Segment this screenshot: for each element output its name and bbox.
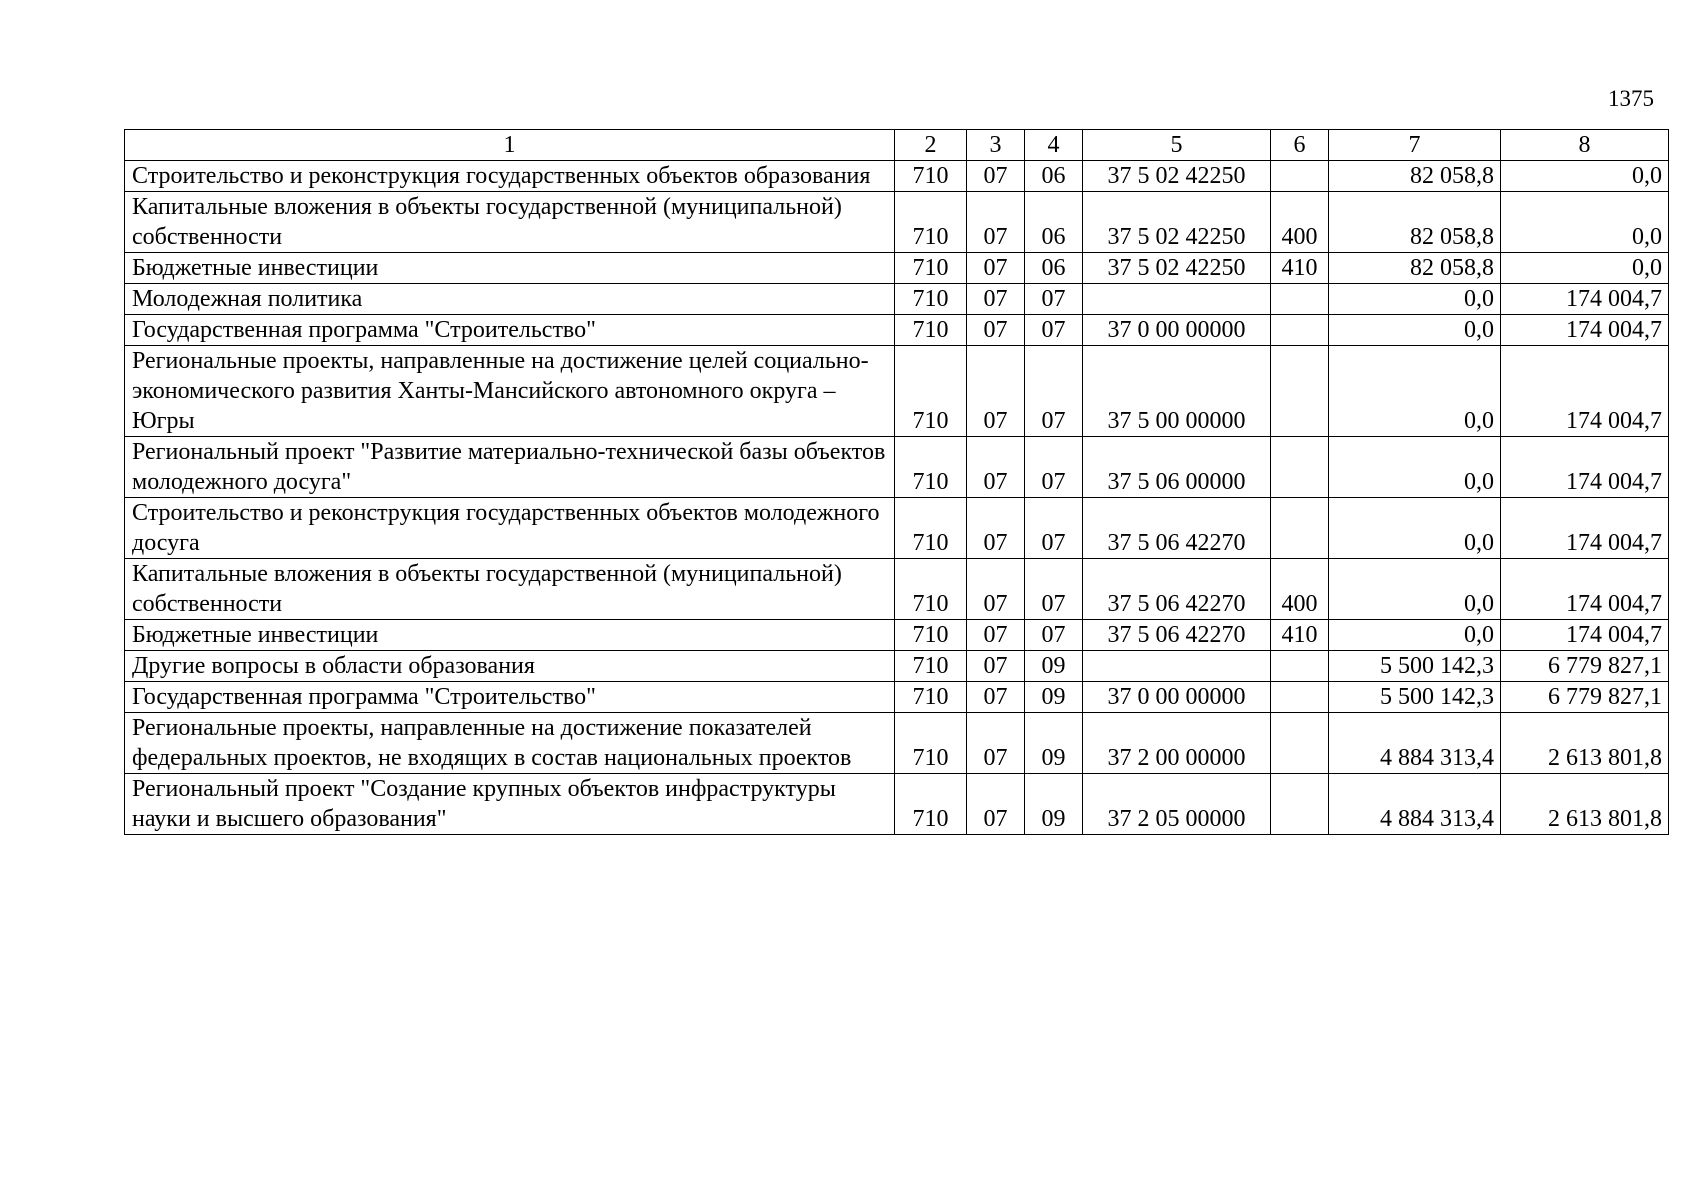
subsection-code-cell: 07	[1025, 437, 1083, 498]
grbs-code-cell: 710	[895, 682, 967, 713]
amount-year-1-cell: 82 058,8	[1329, 253, 1501, 284]
subsection-code-cell: 07	[1025, 498, 1083, 559]
amount-year-2-cell: 2 613 801,8	[1501, 774, 1669, 835]
header-row	[125, 130, 1669, 161]
target-article-cell: 37 5 06 42270	[1083, 559, 1271, 620]
section-code-cell: 07	[967, 437, 1025, 498]
expense-type-cell	[1271, 315, 1329, 346]
target-article-cell	[1083, 651, 1271, 682]
target-article-cell: 37 2 00 00000	[1083, 713, 1271, 774]
expense-type-cell	[1271, 346, 1329, 437]
section-code-cell: 07	[967, 346, 1025, 437]
grbs-code-cell: 710	[895, 713, 967, 774]
section-code-cell: 07	[967, 192, 1025, 253]
subsection-code-cell: 06	[1025, 253, 1083, 284]
expense-type-cell	[1271, 284, 1329, 315]
grbs-code-cell: 710	[895, 437, 967, 498]
amount-year-1-cell: 4 884 313,4	[1329, 774, 1501, 835]
amount-year-1-cell: 0,0	[1329, 437, 1501, 498]
amount-year-1-cell: 0,0	[1329, 559, 1501, 620]
section-code-cell: 07	[967, 253, 1025, 284]
amount-year-2-cell: 174 004,7	[1501, 346, 1669, 437]
amount-year-1-cell: 5 500 142,3	[1329, 682, 1501, 713]
target-article-cell: 37 5 06 42270	[1083, 498, 1271, 559]
expense-type-cell	[1271, 774, 1329, 835]
table-body	[125, 130, 1669, 835]
grbs-code-cell: 710	[895, 284, 967, 315]
section-code-cell: 07	[967, 682, 1025, 713]
row-name-cell: Молодежная политика	[125, 284, 895, 315]
amount-year-2-cell: 0,0	[1501, 192, 1669, 253]
row-name-cell: Капитальные вложения в объекты государственной (муниципальной) собственности	[125, 192, 895, 253]
amount-year-2-cell: 174 004,7	[1501, 437, 1669, 498]
row-name-cell: Строительство и реконструкция государственных объектов молодежного досуга	[125, 498, 895, 559]
table-row	[125, 559, 1669, 620]
grbs-code-cell: 710	[895, 346, 967, 437]
grbs-code-cell: 710	[895, 774, 967, 835]
grbs-code-cell: 710	[895, 559, 967, 620]
target-article-cell: 37 5 06 42270	[1083, 620, 1271, 651]
grbs-code-cell: 710	[895, 315, 967, 346]
expense-type-cell: 410	[1271, 253, 1329, 284]
expense-type-cell: 400	[1271, 192, 1329, 253]
row-name-cell: Бюджетные инвестиции	[125, 253, 895, 284]
table-row	[125, 284, 1669, 315]
target-article-cell: 37 0 00 00000	[1083, 315, 1271, 346]
target-article-cell	[1083, 284, 1271, 315]
expense-type-cell	[1271, 713, 1329, 774]
amount-year-1-cell: 0,0	[1329, 620, 1501, 651]
target-article-cell: 37 5 02 42250	[1083, 253, 1271, 284]
amount-year-2-cell: 6 779 827,1	[1501, 682, 1669, 713]
section-code-cell: 07	[967, 651, 1025, 682]
expense-type-cell	[1271, 498, 1329, 559]
row-name-cell: Строительство и реконструкция государственных объектов образования	[125, 161, 895, 192]
grbs-code-cell: 710	[895, 651, 967, 682]
row-name-cell: Другие вопросы в области образования	[125, 651, 895, 682]
table-row	[125, 713, 1669, 774]
table-row	[125, 651, 1669, 682]
header-cell-3: 3	[967, 130, 1025, 161]
target-article-cell: 37 5 02 42250	[1083, 161, 1271, 192]
table-row	[125, 682, 1669, 713]
amount-year-2-cell: 174 004,7	[1501, 315, 1669, 346]
section-code-cell: 07	[967, 713, 1025, 774]
amount-year-1-cell: 0,0	[1329, 284, 1501, 315]
header-cell-2: 2	[895, 130, 967, 161]
amount-year-2-cell: 0,0	[1501, 161, 1669, 192]
target-article-cell: 37 0 00 00000	[1083, 682, 1271, 713]
table-row	[125, 315, 1669, 346]
subsection-code-cell: 07	[1025, 620, 1083, 651]
expense-type-cell	[1271, 437, 1329, 498]
amount-year-2-cell: 2 613 801,8	[1501, 713, 1669, 774]
amount-year-2-cell: 6 779 827,1	[1501, 651, 1669, 682]
amount-year-2-cell: 174 004,7	[1501, 498, 1669, 559]
subsection-code-cell: 07	[1025, 346, 1083, 437]
row-name-cell: Региональные проекты, направленные на достижение показателей федеральных проектов, не входящих в состав национальных проектов	[125, 713, 895, 774]
row-name-cell: Региональные проекты, направленные на достижение целей социально-экономического развития Ханты-Мансийского автономного округа – Югры	[125, 346, 895, 437]
table-row	[125, 437, 1669, 498]
expense-type-cell: 410	[1271, 620, 1329, 651]
row-name-cell: Региональный проект "Развитие материально-технической базы объектов молодежного досуга"	[125, 437, 895, 498]
row-name-cell: Региональный проект "Создание крупных объектов инфраструктуры науки и высшего образования"	[125, 774, 895, 835]
amount-year-2-cell: 174 004,7	[1501, 620, 1669, 651]
grbs-code-cell: 710	[895, 192, 967, 253]
table-row	[125, 498, 1669, 559]
amount-year-1-cell: 4 884 313,4	[1329, 713, 1501, 774]
grbs-code-cell: 710	[895, 253, 967, 284]
header-cell-5: 5	[1083, 130, 1271, 161]
subsection-code-cell: 09	[1025, 682, 1083, 713]
expense-type-cell	[1271, 682, 1329, 713]
section-code-cell: 07	[967, 559, 1025, 620]
header-cell-4: 4	[1025, 130, 1083, 161]
subsection-code-cell: 09	[1025, 774, 1083, 835]
row-name-cell: Бюджетные инвестиции	[125, 620, 895, 651]
budget-table	[124, 129, 1669, 835]
amount-year-2-cell: 174 004,7	[1501, 559, 1669, 620]
header-cell-8: 8	[1501, 130, 1669, 161]
table-row	[125, 192, 1669, 253]
grbs-code-cell: 710	[895, 620, 967, 651]
target-article-cell: 37 2 05 00000	[1083, 774, 1271, 835]
amount-year-1-cell: 82 058,8	[1329, 192, 1501, 253]
subsection-code-cell: 06	[1025, 161, 1083, 192]
subsection-code-cell: 07	[1025, 284, 1083, 315]
subsection-code-cell: 09	[1025, 713, 1083, 774]
expense-type-cell: 400	[1271, 559, 1329, 620]
header-cell-6: 6	[1271, 130, 1329, 161]
page-number: 1375	[1608, 86, 1654, 111]
table-row	[125, 620, 1669, 651]
section-code-cell: 07	[967, 774, 1025, 835]
amount-year-2-cell: 174 004,7	[1501, 284, 1669, 315]
target-article-cell: 37 5 00 00000	[1083, 346, 1271, 437]
subsection-code-cell: 09	[1025, 651, 1083, 682]
section-code-cell: 07	[967, 315, 1025, 346]
subsection-code-cell: 06	[1025, 192, 1083, 253]
section-code-cell: 07	[967, 284, 1025, 315]
table-row	[125, 346, 1669, 437]
amount-year-1-cell: 0,0	[1329, 315, 1501, 346]
amount-year-1-cell: 0,0	[1329, 498, 1501, 559]
expense-type-cell	[1271, 161, 1329, 192]
section-code-cell: 07	[967, 161, 1025, 192]
section-code-cell: 07	[967, 498, 1025, 559]
amount-year-1-cell: 5 500 142,3	[1329, 651, 1501, 682]
table-row	[125, 161, 1669, 192]
target-article-cell: 37 5 02 42250	[1083, 192, 1271, 253]
expense-type-cell	[1271, 651, 1329, 682]
grbs-code-cell: 710	[895, 498, 967, 559]
row-name-cell: Капитальные вложения в объекты государственной (муниципальной) собственности	[125, 559, 895, 620]
header-cell-1: 1	[125, 130, 895, 161]
section-code-cell: 07	[967, 620, 1025, 651]
grbs-code-cell: 710	[895, 161, 967, 192]
header-cell-7: 7	[1329, 130, 1501, 161]
table-row	[125, 774, 1669, 835]
target-article-cell: 37 5 06 00000	[1083, 437, 1271, 498]
amount-year-1-cell: 82 058,8	[1329, 161, 1501, 192]
amount-year-1-cell: 0,0	[1329, 346, 1501, 437]
table-row	[125, 253, 1669, 284]
amount-year-2-cell: 0,0	[1501, 253, 1669, 284]
row-name-cell: Государственная программа "Строительство"	[125, 682, 895, 713]
subsection-code-cell: 07	[1025, 559, 1083, 620]
row-name-cell: Государственная программа "Строительство"	[125, 315, 895, 346]
subsection-code-cell: 07	[1025, 315, 1083, 346]
